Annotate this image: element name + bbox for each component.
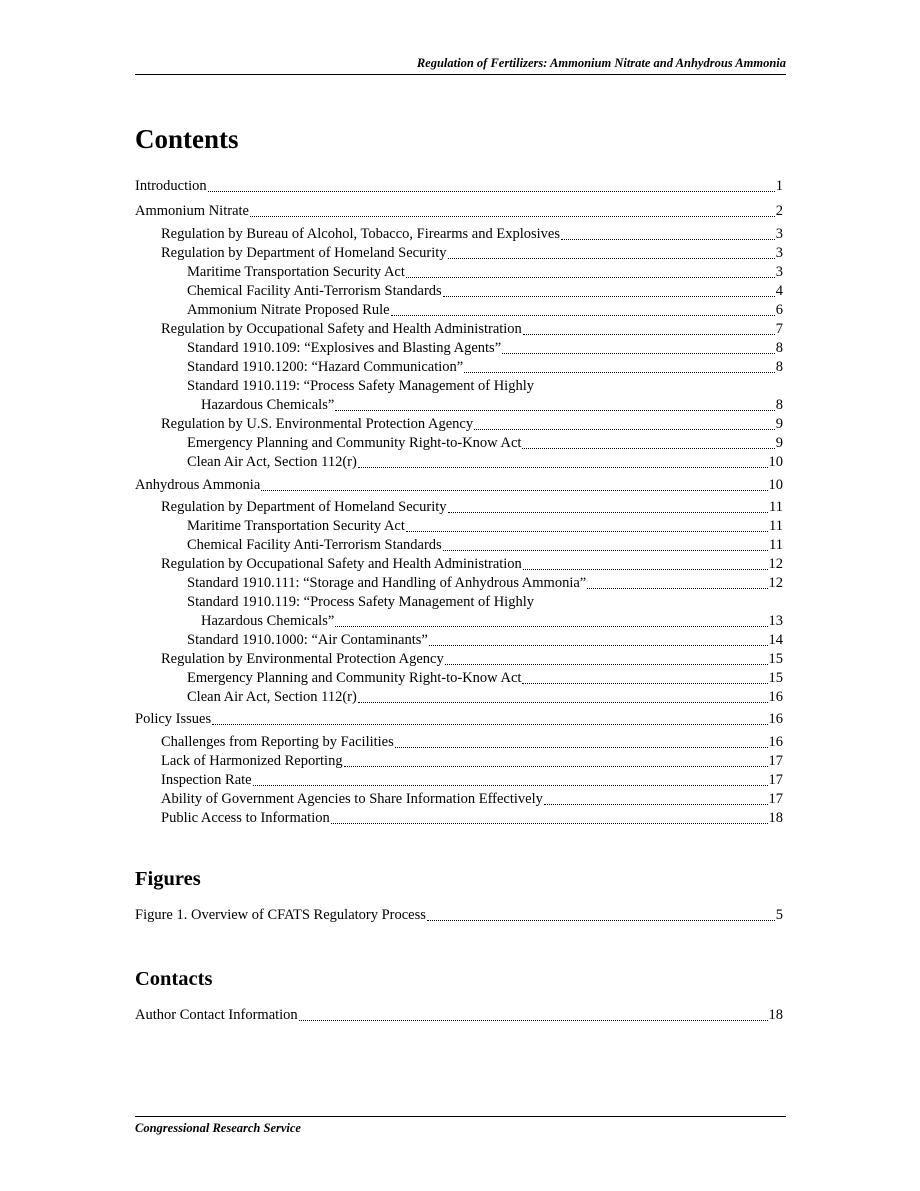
toc-entry-title: Ability of Government Agencies to Share Information Effectively [161, 791, 543, 807]
toc-entry-title: Regulation by Bureau of Alcohol, Tobacco, Firearms and Explosives [161, 226, 560, 242]
toc-page-number: 16 [768, 711, 783, 727]
toc-page-number: 17 [768, 791, 783, 807]
toc-page-number: 6 [775, 302, 783, 318]
toc-entry-title: Regulation by U.S. Environmental Protection Agency [161, 416, 474, 432]
toc-entry-title: Hazardous Chemicals” [201, 613, 335, 629]
toc-entry-title: Regulation by Department of Homeland Security [161, 499, 447, 515]
toc-page-number: 11 [769, 499, 783, 515]
toc-page-number: 7 [775, 321, 783, 337]
toc-entry [161, 320, 783, 339]
toc-page-number: 17 [768, 753, 783, 769]
toc-entry-title: Hazardous Chemicals” [201, 397, 335, 413]
dot-leader [261, 489, 767, 491]
toc-entry-title: Inspection Rate [161, 772, 252, 788]
toc-entry [161, 498, 783, 517]
toc-entry [187, 434, 783, 453]
dot-leader [253, 784, 768, 786]
toc-entry-title: Author Contact Information [135, 1007, 298, 1023]
toc-entry [187, 631, 783, 650]
dot-leader [395, 746, 768, 748]
toc-entry [161, 415, 783, 434]
toc-entry [187, 263, 783, 282]
toc-entry-title: Regulation by Occupational Safety and Health Administration [161, 321, 522, 337]
toc-entry [187, 536, 783, 555]
toc-page-number: 16 [768, 734, 783, 750]
toc-entry-title: Clean Air Act, Section 112(r) [187, 454, 357, 470]
dot-leader [443, 549, 768, 551]
toc-entry [187, 282, 783, 301]
toc-page-number: 11 [769, 537, 783, 553]
dot-leader [331, 822, 768, 824]
toc-page-number: 18 [768, 1007, 783, 1023]
toc-entry [187, 377, 783, 396]
toc-page-number: 10 [768, 454, 783, 470]
toc-entry-title: Challenges from Reporting by Facilities [161, 734, 394, 750]
toc-entry-title: Maritime Transportation Security Act [187, 264, 405, 280]
toc-entry-title: Regulation by Department of Homeland Security [161, 245, 447, 261]
toc-entry [187, 574, 783, 593]
toc-entry-title: Standard 1910.1200: “Hazard Communication” [187, 359, 464, 375]
toc-page-number: 8 [775, 359, 783, 375]
toc-entry [135, 177, 783, 196]
dot-leader [427, 919, 775, 921]
toc-entry [161, 650, 783, 669]
toc-entry [187, 453, 783, 472]
toc-page-number: 1 [775, 178, 783, 194]
dot-leader [406, 276, 775, 278]
toc-page-number: 5 [775, 907, 783, 923]
toc-entry-title: Regulation by Occupational Safety and Health Administration [161, 556, 522, 572]
contacts-title: Contacts [135, 968, 213, 990]
toc-page-number: 18 [768, 810, 783, 826]
dot-leader [502, 352, 775, 354]
dot-leader [474, 428, 775, 430]
toc-entry-title: Clean Air Act, Section 112(r) [187, 689, 357, 705]
dot-leader [443, 295, 775, 297]
contents-title: Contents [135, 124, 239, 154]
toc-entry [135, 1006, 783, 1025]
toc-entry [161, 809, 783, 828]
figures-title: Figures [135, 868, 201, 890]
toc-entry-title: Standard 1910.109: “Explosives and Blasting Agents” [187, 340, 502, 356]
toc-entry-title: Ammonium Nitrate [135, 203, 249, 219]
dot-leader [523, 568, 768, 570]
toc-entry-title: Emergency Planning and Community Right-to-Know Act [187, 435, 522, 451]
toc-entry-title: Public Access to Information [161, 810, 330, 826]
dot-leader [250, 215, 775, 217]
toc-page-number: 17 [768, 772, 783, 788]
dot-leader [464, 371, 775, 373]
toc-entry [161, 771, 783, 790]
dot-leader [448, 257, 775, 259]
toc-entry-title: Anhydrous Ammonia [135, 477, 261, 493]
dot-leader [358, 466, 768, 468]
toc-entry [161, 244, 783, 263]
toc-entry [187, 517, 783, 536]
toc-entry [161, 733, 783, 752]
toc-page-number: 15 [768, 651, 783, 667]
dot-leader [335, 409, 774, 411]
toc-entry [161, 790, 783, 809]
dot-leader [587, 587, 767, 589]
toc-page-number: 9 [775, 416, 783, 432]
toc-entry [187, 301, 783, 320]
toc-page-number: 15 [768, 670, 783, 686]
toc-page-number: 8 [775, 340, 783, 356]
dot-leader [344, 765, 768, 767]
toc-entry [187, 669, 783, 688]
toc-entry [187, 358, 783, 377]
dot-leader [523, 333, 775, 335]
toc-page-number: 12 [768, 556, 783, 572]
toc-entry [187, 593, 783, 612]
toc-entry [187, 688, 783, 707]
dot-leader [448, 511, 769, 513]
toc-page-number: 3 [775, 245, 783, 261]
dot-leader [522, 447, 774, 449]
toc-page-number: 8 [775, 397, 783, 413]
running-footer: Congressional Research Service [135, 1116, 786, 1136]
toc-entry [161, 752, 783, 771]
toc-entry-title: Maritime Transportation Security Act [187, 518, 405, 534]
dot-leader [212, 723, 767, 725]
dot-leader [429, 644, 768, 646]
dot-leader [208, 190, 775, 192]
toc-page-number: 3 [775, 226, 783, 242]
toc-entry [161, 225, 783, 244]
toc-page-number: 10 [768, 477, 783, 493]
toc-entry-title: Figure 1. Overview of CFATS Regulatory Process [135, 907, 426, 923]
toc-page-number: 3 [775, 264, 783, 280]
toc-entry-title: Emergency Planning and Community Right-to-Know Act [187, 670, 522, 686]
toc-page-number: 12 [768, 575, 783, 591]
toc-entry [135, 906, 783, 925]
running-header: Regulation of Fertilizers: Ammonium Nitrate and Anhydrous Ammonia [135, 56, 786, 75]
toc-page-number: 14 [768, 632, 783, 648]
toc-page-number: 9 [775, 435, 783, 451]
toc-entry [135, 710, 783, 729]
dot-leader [406, 530, 768, 532]
toc-entry-title: Standard 1910.111: “Storage and Handling of Anhydrous Ammonia” [187, 575, 587, 591]
toc-page-number: 16 [768, 689, 783, 705]
dot-leader [544, 803, 768, 805]
dot-leader [445, 663, 768, 665]
toc-page-number: 13 [768, 613, 783, 629]
toc-page-number: 2 [775, 203, 783, 219]
toc-entry [161, 555, 783, 574]
toc-entry-continuation [201, 396, 783, 415]
toc-entry-continuation [201, 612, 783, 631]
toc-page-number: 11 [769, 518, 783, 534]
dot-leader [299, 1019, 768, 1021]
toc-entry [135, 476, 783, 495]
toc-entry-title: Lack of Harmonized Reporting [161, 753, 343, 769]
toc-entry-title: Introduction [135, 178, 207, 194]
toc-entry-title: Regulation by Environmental Protection Agency [161, 651, 444, 667]
dot-leader [358, 701, 768, 703]
toc-entry-title: Chemical Facility Anti-Terrorism Standards [187, 537, 442, 553]
toc-page-number: 4 [775, 283, 783, 299]
toc-entry-title: Standard 1910.1000: “Air Contaminants” [187, 632, 428, 648]
dot-leader [391, 314, 775, 316]
toc-entry [187, 339, 783, 358]
toc-entry [135, 202, 783, 221]
toc-entry-title: Ammonium Nitrate Proposed Rule [187, 302, 390, 318]
toc-entry-title: Standard 1910.119: “Process Safety Management of Highly [187, 594, 534, 610]
toc-entry-title: Standard 1910.119: “Process Safety Management of Highly [187, 378, 534, 394]
toc-entry-title: Policy Issues [135, 711, 212, 727]
toc-entry-title: Chemical Facility Anti-Terrorism Standards [187, 283, 442, 299]
dot-leader [335, 625, 767, 627]
dot-leader [561, 238, 775, 240]
dot-leader [522, 682, 767, 684]
